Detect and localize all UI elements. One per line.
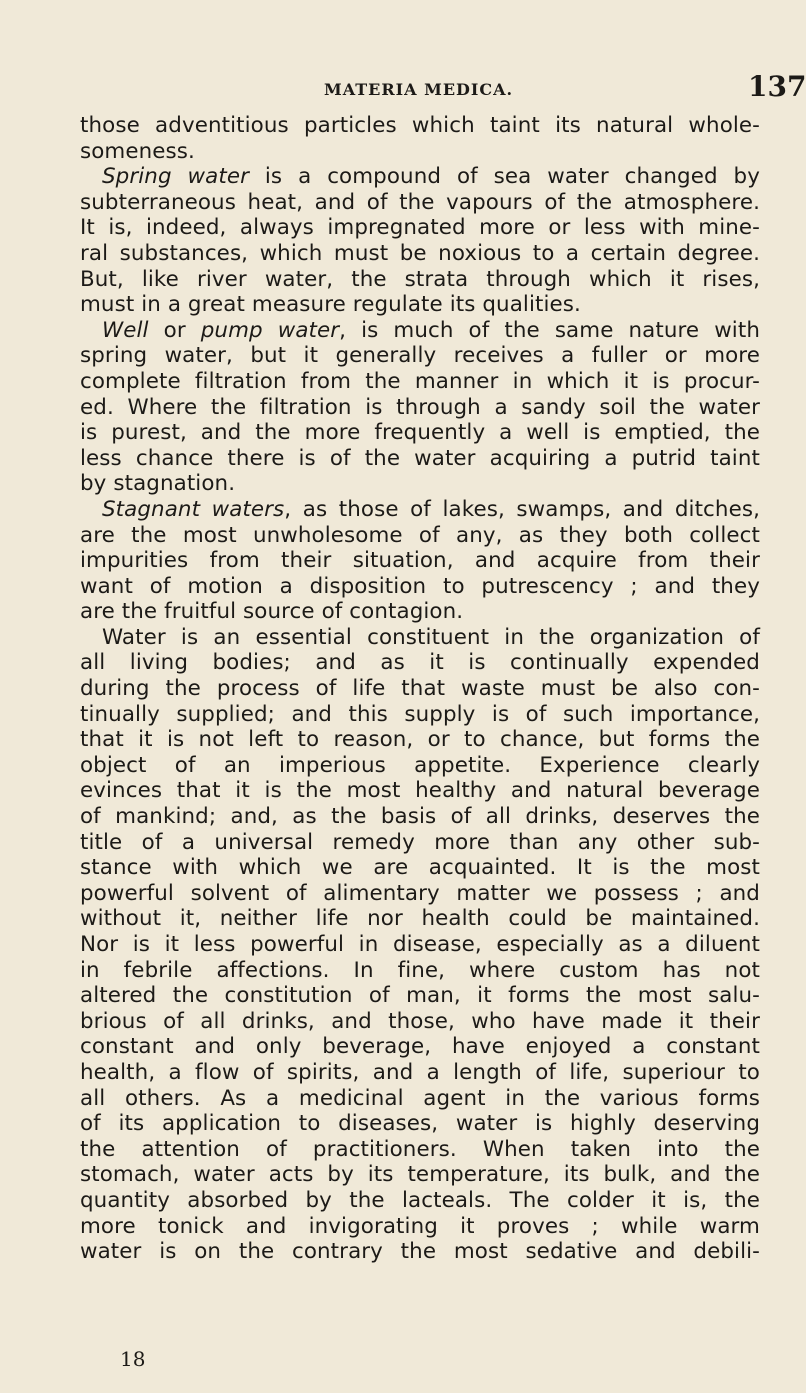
text-line: health, a flow of spirits, and a length of life, superiour to xyxy=(80,1059,760,1085)
text-line: want of motion a disposition to putrescency ; and they xyxy=(80,573,760,599)
text-line: must in a great measure regulate its qualities. xyxy=(80,292,581,318)
text-line: are the fruitful source of contagion. xyxy=(80,599,464,625)
text-line: Stagnant waters, as those of lakes, swamps, and ditches, xyxy=(102,496,760,522)
text-line: Nor is it less powerful in disease, especially as a diluent xyxy=(80,932,760,957)
text-line: altered the constitution of man, it forms the most salu- xyxy=(80,983,760,1009)
text-line: brious of all drinks, and those, who have made it their xyxy=(80,1008,760,1034)
text-line: ed. Where the filtration is through a sandy soil the water xyxy=(80,394,760,420)
text-line: that it is not left to reason, or to chance, but forms the xyxy=(80,727,760,753)
text-line: powerful solvent of alimentary matter we possess ; and xyxy=(80,880,760,906)
text-line: the attention of practitioners. When taken into the xyxy=(80,1136,760,1162)
text-line: spring water, but it generally receives a fuller or more xyxy=(80,343,760,369)
text-line: stance with which we are acquainted. It is the most xyxy=(80,855,760,881)
text-line: someness. xyxy=(80,138,195,164)
text-line: those adventitious particles which taint its natural whole- xyxy=(80,113,760,138)
text-line: subterraneous heat, and of the vapours of the atmosphere. xyxy=(80,189,760,215)
text-line: during the process of life that waste must be also con- xyxy=(80,676,760,702)
text-line: Spring water is a compound of sea water changed by xyxy=(102,164,760,190)
text-line: quantity absorbed by the lacteals. The colder it is, the xyxy=(80,1187,760,1213)
text-line: without it, neither life nor health could be maintained. xyxy=(80,906,760,932)
text-line: by stagnation. xyxy=(80,471,236,497)
text-line: of mankind; and, as the basis of all drinks, deserves the xyxy=(80,804,760,830)
text-line: all living bodies; and as it is continually expended xyxy=(80,650,760,676)
text-line: title of a universal remedy more than any other sub- xyxy=(80,829,760,855)
text-line: complete filtration from the manner in which it is procur- xyxy=(80,368,760,394)
text-line: Water is an essential constituent in the organization of xyxy=(102,624,760,650)
text-line: more tonick and invigorating it proves ; while warm xyxy=(80,1213,760,1239)
text-line: stomach, water acts by its temperature, its bulk, and the xyxy=(80,1162,760,1188)
page-number: 137 xyxy=(748,70,806,103)
text-line: is purest, and the more frequently a well is emptied, the xyxy=(80,420,760,446)
text-line: constant and only beverage, have enjoyed a constant xyxy=(80,1034,760,1060)
text-line: impurities from their situation, and acquire from their xyxy=(80,548,760,574)
text-line: ral substances, which must be noxious to a certain degree. xyxy=(80,240,760,266)
text-line: Well or pump water, is much of the same nature with xyxy=(102,317,760,343)
running-head: MATERIA MEDICA. xyxy=(324,80,514,99)
text-line: are the most unwholesome of any, as they both collect xyxy=(80,522,760,548)
text-line: less chance there is of the water acquiring a putrid taint xyxy=(80,445,760,471)
body-text xyxy=(80,113,760,1265)
text-line: evinces that it is the most healthy and natural beverage xyxy=(80,778,760,804)
text-line: object of an imperious appetite. Experience clearly xyxy=(80,752,760,778)
signature-mark: 18 xyxy=(120,1347,146,1371)
text-line: water is on the contrary the most sedative and debili- xyxy=(80,1239,760,1265)
text-line: of its application to diseases, water is highly deserving xyxy=(80,1111,760,1137)
text-line: in febrile affections. In fine, where custom has not xyxy=(80,957,760,983)
text-line: But, like river water, the strata through which it rises, xyxy=(80,266,760,292)
text-line: tinually supplied; and this supply is of such importance, xyxy=(80,701,760,727)
text-line: all others. As a medicinal agent in the various forms xyxy=(80,1085,760,1111)
text-line: It is, indeed, always impregnated more or less with mine- xyxy=(80,215,760,241)
